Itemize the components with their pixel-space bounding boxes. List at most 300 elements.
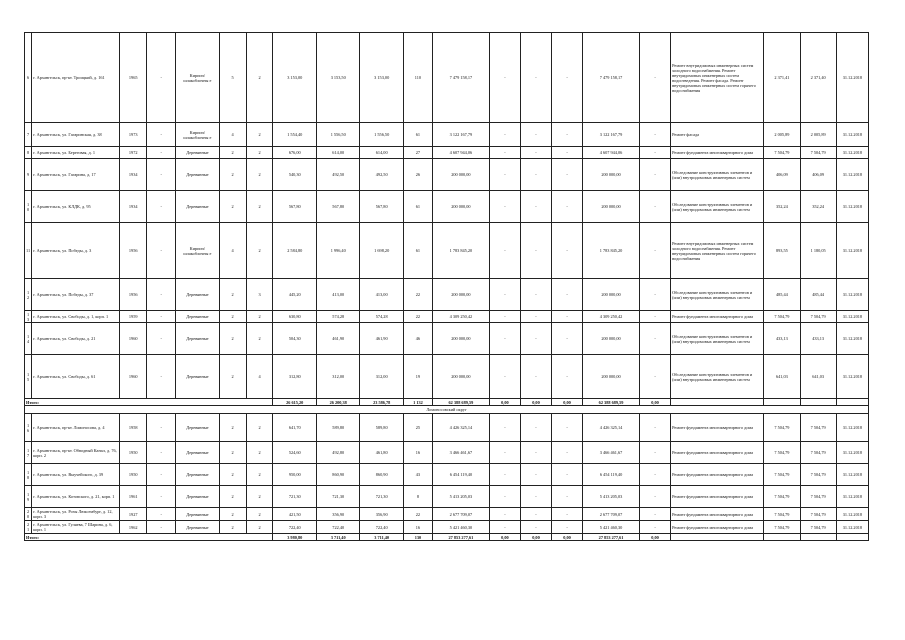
cell-fund-1: - xyxy=(489,521,520,534)
cell-work-type: Обследование конструктивных элементов и (или) внутридомовых инженерных систем xyxy=(671,323,764,355)
cell-residents: 22 xyxy=(403,508,432,521)
cell-year-reconstruction: - xyxy=(147,414,176,442)
cell-year-built: 1972 xyxy=(120,147,147,159)
cell-address: г. Архангельск, пр-кт. Обводный Канал, д. 76, корп. 2 xyxy=(32,442,120,464)
cell-address: г. Архангельск, ул. Свободы, д. 21 xyxy=(32,323,120,355)
cell-fund-3: - xyxy=(552,223,583,279)
cell-floors: 2 xyxy=(219,442,246,464)
total-residents: 1 132 xyxy=(403,399,432,406)
cell-entrances: 2 xyxy=(246,464,273,486)
cell-fund-4: - xyxy=(640,464,671,486)
cell-fund-3: - xyxy=(552,33,583,123)
cell-living-area: 461,90 xyxy=(316,323,359,355)
cell-cost: 5 413 205,03 xyxy=(432,486,489,508)
cell-row-number: 12 xyxy=(25,279,32,311)
table-row xyxy=(25,33,869,123)
table-body-section-1 xyxy=(25,33,869,399)
cell-living-area: 860,90 xyxy=(316,464,359,486)
cell-work-type: Ремонт фундамента многоквартирного дома xyxy=(671,414,764,442)
cell-address: г. Архангельск, ул. Победы, д. 37 xyxy=(32,279,120,311)
cell-year-reconstruction: - xyxy=(147,33,176,123)
cell-wall-material: Деревянные xyxy=(176,159,219,191)
cell-living-area: 567,80 xyxy=(316,191,359,223)
cell-fund-3: - xyxy=(552,311,583,323)
cell-limit-cost: 352,24 xyxy=(800,191,836,223)
cell-wall-material: Кирпич/ шлакоблочны е xyxy=(176,123,219,147)
cell-unit-cost: 2 371,41 xyxy=(764,33,800,123)
cell-fund-2: - xyxy=(520,33,551,123)
cell-entrances: 4 xyxy=(246,355,273,399)
table-row xyxy=(25,414,869,442)
cell-wall-material: Деревянные xyxy=(176,279,219,311)
cell-fund-1: - xyxy=(489,464,520,486)
cell-work-type: Ремонт фундамента многоквартирного дома xyxy=(671,442,764,464)
cell-work-type: Обследование конструктивных элементов и (или) внутридомовых инженерных систем xyxy=(671,355,764,399)
cell-unit-cost: 7 504,79 xyxy=(764,486,800,508)
cell-unit-cost: 7 504,79 xyxy=(764,521,800,534)
cell-floors: 2 xyxy=(219,355,246,399)
cell-total-area: 3 153,00 xyxy=(273,33,316,123)
total-cost: 27 853 277,61 xyxy=(432,534,489,541)
cell-completion-date: 31.12.2018 xyxy=(836,355,868,399)
cell-fund-2: - xyxy=(520,223,551,279)
cell-total-area: 721,30 xyxy=(273,486,316,508)
total-unit xyxy=(764,534,800,541)
cell-total-area: 676,00 xyxy=(273,147,316,159)
table-row xyxy=(25,486,869,508)
table-total-section-2 xyxy=(25,534,869,541)
cell-fund-3: - xyxy=(552,123,583,147)
cell-limit-cost: 1 180,05 xyxy=(800,223,836,279)
cell-fund-3: - xyxy=(552,464,583,486)
cell-row-number: 20 xyxy=(25,508,32,521)
cell-residents: 61 xyxy=(403,223,432,279)
cell-year-built: 1959 xyxy=(120,311,147,323)
cell-year-reconstruction: - xyxy=(147,323,176,355)
cell-fund-4: - xyxy=(640,311,671,323)
cell-total-cost: 3 122 167,79 xyxy=(583,123,640,147)
cell-fund-4: - xyxy=(640,486,671,508)
cell-residential-area: 567,80 xyxy=(360,191,403,223)
cell-fund-4: - xyxy=(640,521,671,534)
cell-residents: 16 xyxy=(403,521,432,534)
cell-limit-cost: 2 005,89 xyxy=(800,123,836,147)
cell-unit-cost: 7 504,79 xyxy=(764,414,800,442)
table-row xyxy=(25,464,869,486)
cell-wall-material: Деревянные xyxy=(176,508,219,521)
cell-limit-cost: 406,09 xyxy=(800,159,836,191)
total-date xyxy=(836,399,868,406)
cell-fund-1: - xyxy=(489,191,520,223)
cell-floors: 2 xyxy=(219,521,246,534)
cell-fund-4: - xyxy=(640,123,671,147)
cell-living-area: 589,80 xyxy=(316,414,359,442)
total-limit xyxy=(800,399,836,406)
cell-fund-4: - xyxy=(640,191,671,223)
table-row xyxy=(25,191,869,223)
cell-total-cost: 200 000,00 xyxy=(583,355,640,399)
cell-residential-area: 413,00 xyxy=(360,279,403,311)
cell-unit-cost: 433,13 xyxy=(764,323,800,355)
table-row xyxy=(25,508,869,521)
capital-repair-table xyxy=(24,32,869,541)
total-residents: 130 xyxy=(403,534,432,541)
table-row xyxy=(25,279,869,311)
cell-work-type: Обследование конструктивных элементов и (или) внутридомовых инженерных систем xyxy=(671,279,764,311)
cell-total-area: 421,50 xyxy=(273,508,316,521)
cell-residential-area: 589,80 xyxy=(360,414,403,442)
cell-fund-3: - xyxy=(552,147,583,159)
cell-residents: 22 xyxy=(403,279,432,311)
cell-year-reconstruction: - xyxy=(147,223,176,279)
cell-unit-cost: 7 504,79 xyxy=(764,147,800,159)
cell-cost: 200 000,00 xyxy=(432,191,489,223)
cell-fund-1: - xyxy=(489,442,520,464)
cell-fund-2: - xyxy=(520,486,551,508)
cell-total-cost: 200 000,00 xyxy=(583,323,640,355)
cell-residents: 19 xyxy=(403,355,432,399)
total-c3: 0,00 xyxy=(552,534,583,541)
cell-fund-1: - xyxy=(489,223,520,279)
cell-limit-cost: 7 504,79 xyxy=(800,442,836,464)
cell-residential-area: 492,50 xyxy=(360,159,403,191)
cell-fund-1: - xyxy=(489,147,520,159)
cell-fund-1: - xyxy=(489,508,520,521)
cell-floors: 2 xyxy=(219,311,246,323)
cell-floors: 2 xyxy=(219,464,246,486)
cell-entrances: 2 xyxy=(246,159,273,191)
table-row xyxy=(25,147,869,159)
total-area: 3 980,80 xyxy=(273,534,316,541)
cell-row-number: 13 xyxy=(25,311,32,323)
total-c1: 0,00 xyxy=(489,534,520,541)
cell-wall-material: Кирпич/ шлакоблочны е xyxy=(176,33,219,123)
cell-fund-1: - xyxy=(489,355,520,399)
cell-fund-1: - xyxy=(489,323,520,355)
cell-row-number: 9 xyxy=(25,159,32,191)
total-c1: 0,00 xyxy=(489,399,520,406)
cell-completion-date: 31.12.2018 xyxy=(836,279,868,311)
cell-fund-2: - xyxy=(520,464,551,486)
cell-fund-4: - xyxy=(640,33,671,123)
total-c3: 0,00 xyxy=(552,399,583,406)
cell-entrances: 2 xyxy=(246,223,273,279)
cell-completion-date: 31.12.2018 xyxy=(836,311,868,323)
cell-address: г. Архангельск, ул. Береговая, д. 1 xyxy=(32,147,120,159)
cell-address: г. Архангельск, ул. КЛДК, д. 95 xyxy=(32,191,120,223)
cell-work-type: Ремонт фундамента многоквартирного дома xyxy=(671,147,764,159)
cell-address: г. Архангельск, пр-кт. Ломоносова, д. 4 xyxy=(32,414,120,442)
cell-wall-material: Деревянные xyxy=(176,464,219,486)
cell-residential-area: 574,28 xyxy=(360,311,403,323)
total-living: 26 200,38 xyxy=(316,399,359,406)
cell-limit-cost: 2 371,40 xyxy=(800,33,836,123)
cell-address: г. Архангельск, ул. Розы Люксембург, д. 12, корп. 3 xyxy=(32,508,120,521)
cell-entrances: 2 xyxy=(246,442,273,464)
cell-limit-cost: 7 504,79 xyxy=(800,508,836,521)
cell-wall-material: Деревянные xyxy=(176,323,219,355)
cell-total-cost: 200 000,00 xyxy=(583,159,640,191)
cell-limit-cost: 641,03 xyxy=(800,355,836,399)
cell-address: г. Архангельск, ул. Гагаринская, д. 38 xyxy=(32,123,120,147)
cell-year-reconstruction: - xyxy=(147,159,176,191)
cell-living-area: 312,00 xyxy=(316,355,359,399)
cell-limit-cost: 7 504,79 xyxy=(800,147,836,159)
cell-year-built: 1950 xyxy=(120,442,147,464)
cell-floors: 5 xyxy=(219,33,246,123)
cell-living-area: 722,40 xyxy=(316,521,359,534)
cell-residents: 27 xyxy=(403,147,432,159)
cell-total-area: 567,80 xyxy=(273,191,316,223)
cell-residents: 46 xyxy=(403,323,432,355)
cell-residents: 61 xyxy=(403,191,432,223)
cell-completion-date: 31.12.2018 xyxy=(836,223,868,279)
cell-total-area: 2 584,80 xyxy=(273,223,316,279)
cell-year-built: 1960 xyxy=(120,323,147,355)
cell-floors: 2 xyxy=(219,191,246,223)
cell-fund-2: - xyxy=(520,442,551,464)
cell-cost: 3 466 461,67 xyxy=(432,442,489,464)
cell-living-area: 3 153,50 xyxy=(316,33,359,123)
total-row xyxy=(25,399,869,406)
cell-living-area: 492,50 xyxy=(316,159,359,191)
cell-floors: 2 xyxy=(219,508,246,521)
cell-total-area: 630,80 xyxy=(273,311,316,323)
cell-cost: 4 426 325,14 xyxy=(432,414,489,442)
total-c4: 0,00 xyxy=(640,399,671,406)
total-label: Итого: xyxy=(25,399,273,406)
cell-completion-date: 31.12.2018 xyxy=(836,191,868,223)
cell-row-number: 14 xyxy=(25,323,32,355)
cell-unit-cost: 7 504,79 xyxy=(764,311,800,323)
total-row xyxy=(25,534,869,541)
cell-year-built: 1961 xyxy=(120,486,147,508)
cell-fund-3: - xyxy=(552,486,583,508)
cell-residents: 43 xyxy=(403,464,432,486)
total-limit xyxy=(800,534,836,541)
cell-entrances: 2 xyxy=(246,123,273,147)
cell-work-type: Обследование конструктивных элементов и (или) внутридомовых инженерных систем xyxy=(671,191,764,223)
cell-residential-area: 722,40 xyxy=(360,521,403,534)
cell-cost: 4 309 250,42 xyxy=(432,311,489,323)
cell-row-number: 8 xyxy=(25,147,32,159)
cell-limit-cost: 7 504,79 xyxy=(800,486,836,508)
cell-year-built: 1934 xyxy=(120,191,147,223)
cell-entrances: 2 xyxy=(246,521,273,534)
total-work xyxy=(671,534,764,541)
cell-floors: 4 xyxy=(219,123,246,147)
cell-year-reconstruction: - xyxy=(147,464,176,486)
total-living-res: 3 711,40 xyxy=(360,534,403,541)
cell-total-area: 641,70 xyxy=(273,414,316,442)
cell-unit-cost: 2 005,89 xyxy=(764,123,800,147)
cell-total-area: 950,00 xyxy=(273,464,316,486)
cell-wall-material: Деревянные xyxy=(176,414,219,442)
table-row xyxy=(25,311,869,323)
cell-fund-3: - xyxy=(552,159,583,191)
cell-row-number: 17 xyxy=(25,442,32,464)
table-row xyxy=(25,323,869,355)
cell-entrances: 2 xyxy=(246,508,273,521)
cell-limit-cost: 485,44 xyxy=(800,279,836,311)
cell-completion-date: 31.12.2018 xyxy=(836,508,868,521)
cell-fund-2: - xyxy=(520,159,551,191)
cell-row-number: 16 xyxy=(25,414,32,442)
cell-year-reconstruction: - xyxy=(147,191,176,223)
cell-completion-date: 31.12.2018 xyxy=(836,147,868,159)
cell-row-number: 6 xyxy=(25,33,32,123)
cell-floors: 2 xyxy=(219,323,246,355)
cell-work-type: Ремонт фундамента многоквартирного дома xyxy=(671,521,764,534)
cell-residential-area: 312,00 xyxy=(360,355,403,399)
cell-year-built: 1950 xyxy=(120,464,147,486)
cell-floors: 2 xyxy=(219,279,246,311)
cell-year-built: 1934 xyxy=(120,159,147,191)
cell-work-type: Ремонт фундамента многоквартирного дома xyxy=(671,464,764,486)
cell-wall-material: Кирпич/ шлакоблочны е xyxy=(176,223,219,279)
cell-fund-1: - xyxy=(489,414,520,442)
cell-unit-cost: 7 504,79 xyxy=(764,442,800,464)
cell-total-area: 722,40 xyxy=(273,521,316,534)
cell-fund-2: - xyxy=(520,521,551,534)
cell-total-cost: 7 479 158,17 xyxy=(583,33,640,123)
cell-unit-cost: 352,24 xyxy=(764,191,800,223)
cell-unit-cost: 7 504,79 xyxy=(764,464,800,486)
total-c2: 0,00 xyxy=(520,399,551,406)
total-sum: 62 388 689,59 xyxy=(583,399,640,406)
cell-limit-cost: 7 504,79 xyxy=(800,464,836,486)
cell-cost: 200 000,00 xyxy=(432,279,489,311)
cell-row-number: 10 xyxy=(25,191,32,223)
cell-work-type: Ремонт внутридомовых инженерных систем холодного водоснабжения. Ремонт внутридомовых инженерных систем горячего водоснабжения xyxy=(671,223,764,279)
cell-completion-date: 31.12.2018 xyxy=(836,159,868,191)
cell-completion-date: 31.12.2018 xyxy=(836,486,868,508)
cell-total-cost: 200 000,00 xyxy=(583,191,640,223)
cell-total-cost: 4 426 325,14 xyxy=(583,414,640,442)
cell-fund-2: - xyxy=(520,191,551,223)
cell-residential-area: 1 556,50 xyxy=(360,123,403,147)
cell-year-built: 1965 xyxy=(120,33,147,123)
cell-fund-4: - xyxy=(640,323,671,355)
cell-fund-2: - xyxy=(520,123,551,147)
cell-fund-3: - xyxy=(552,323,583,355)
cell-entrances: 2 xyxy=(246,311,273,323)
cell-fund-3: - xyxy=(552,355,583,399)
cell-fund-4: - xyxy=(640,159,671,191)
total-living: 3 711,40 xyxy=(316,534,359,541)
cell-total-cost: 4 607 944,06 xyxy=(583,147,640,159)
cell-year-reconstruction: - xyxy=(147,355,176,399)
cell-address: г. Архангельск, ул. Гагарина, д. 17 xyxy=(32,159,120,191)
cell-year-reconstruction: - xyxy=(147,147,176,159)
cell-residents: 110 xyxy=(403,33,432,123)
cell-floors: 2 xyxy=(219,147,246,159)
cell-total-area: 540,30 xyxy=(273,159,316,191)
cell-limit-cost: 7 504,79 xyxy=(800,414,836,442)
cell-work-type: Ремонт фундамента многоквартирного дома xyxy=(671,311,764,323)
total-area: 26 615,20 xyxy=(273,399,316,406)
cell-fund-3: - xyxy=(552,414,583,442)
cell-fund-2: - xyxy=(520,323,551,355)
cell-wall-material: Деревянные xyxy=(176,311,219,323)
total-label: Итого: xyxy=(25,534,273,541)
cell-address: г. Архангельск, ул. Победы, д. 3 xyxy=(32,223,120,279)
cell-fund-4: - xyxy=(640,355,671,399)
cell-year-built: 1956 xyxy=(120,223,147,279)
cell-wall-material: Деревянные xyxy=(176,521,219,534)
cell-fund-2: - xyxy=(520,147,551,159)
cell-fund-2: - xyxy=(520,311,551,323)
cell-completion-date: 31.12.2018 xyxy=(836,414,868,442)
cell-total-cost: 3 466 461,67 xyxy=(583,442,640,464)
cell-completion-date: 31.12.2018 xyxy=(836,521,868,534)
cell-year-reconstruction: - xyxy=(147,508,176,521)
cell-year-built: 1962 xyxy=(120,521,147,534)
cell-fund-1: - xyxy=(489,279,520,311)
cell-total-cost: 2 677 709,07 xyxy=(583,508,640,521)
cell-cost: 200 000,00 xyxy=(432,323,489,355)
total-date xyxy=(836,534,868,541)
cell-residential-area: 721,30 xyxy=(360,486,403,508)
cell-work-type: Ремонт фундамента многоквартирного дома xyxy=(671,486,764,508)
cell-cost: 5 421 460,30 xyxy=(432,521,489,534)
cell-row-number: 19 xyxy=(25,486,32,508)
cell-entrances: 2 xyxy=(246,33,273,123)
table-row xyxy=(25,223,869,279)
cell-year-reconstruction: - xyxy=(147,123,176,147)
cell-residents: 16 xyxy=(403,442,432,464)
cell-residential-area: 614,00 xyxy=(360,147,403,159)
cell-living-area: 574,28 xyxy=(316,311,359,323)
table-row xyxy=(25,355,869,399)
cell-total-cost: 200 000,00 xyxy=(583,279,640,311)
cell-entrances: 2 xyxy=(246,323,273,355)
total-cost: 62 388 689,59 xyxy=(432,399,489,406)
cell-entrances: 2 xyxy=(246,147,273,159)
cell-total-cost: 4 309 250,42 xyxy=(583,311,640,323)
table-row xyxy=(25,442,869,464)
cell-total-area: 504,30 xyxy=(273,323,316,355)
cell-residents: 26 xyxy=(403,159,432,191)
cell-cost: 1 783 845,20 xyxy=(432,223,489,279)
cell-fund-3: - xyxy=(552,508,583,521)
cell-year-reconstruction: - xyxy=(147,486,176,508)
cell-fund-2: - xyxy=(520,279,551,311)
cell-wall-material: Деревянные xyxy=(176,486,219,508)
cell-address: г. Архангельск, ул. Котовского, д. 21, корп. 1 xyxy=(32,486,120,508)
cell-completion-date: 31.12.2018 xyxy=(836,33,868,123)
cell-fund-4: - xyxy=(640,442,671,464)
cell-fund-2: - xyxy=(520,508,551,521)
cell-residential-area: 860,90 xyxy=(360,464,403,486)
cell-fund-2: - xyxy=(520,355,551,399)
total-c4: 0,00 xyxy=(640,534,671,541)
district-row xyxy=(25,406,869,414)
cell-address: г. Архангельск, пр-кт. Троицкий, д. 161 xyxy=(32,33,120,123)
cell-unit-cost: 406,09 xyxy=(764,159,800,191)
cell-living-area: 356,90 xyxy=(316,508,359,521)
cell-year-reconstruction: - xyxy=(147,521,176,534)
cell-fund-4: - xyxy=(640,279,671,311)
cell-work-type: Ремонт фундамента многоквартирного дома xyxy=(671,508,764,521)
cell-cost: 4 607 944,06 xyxy=(432,147,489,159)
total-living-res: 23 586,78 xyxy=(360,399,403,406)
cell-fund-4: - xyxy=(640,147,671,159)
total-sum: 27 853 277,61 xyxy=(583,534,640,541)
cell-fund-1: - xyxy=(489,33,520,123)
table-body-section-2 xyxy=(25,414,869,534)
cell-fund-2: - xyxy=(520,414,551,442)
